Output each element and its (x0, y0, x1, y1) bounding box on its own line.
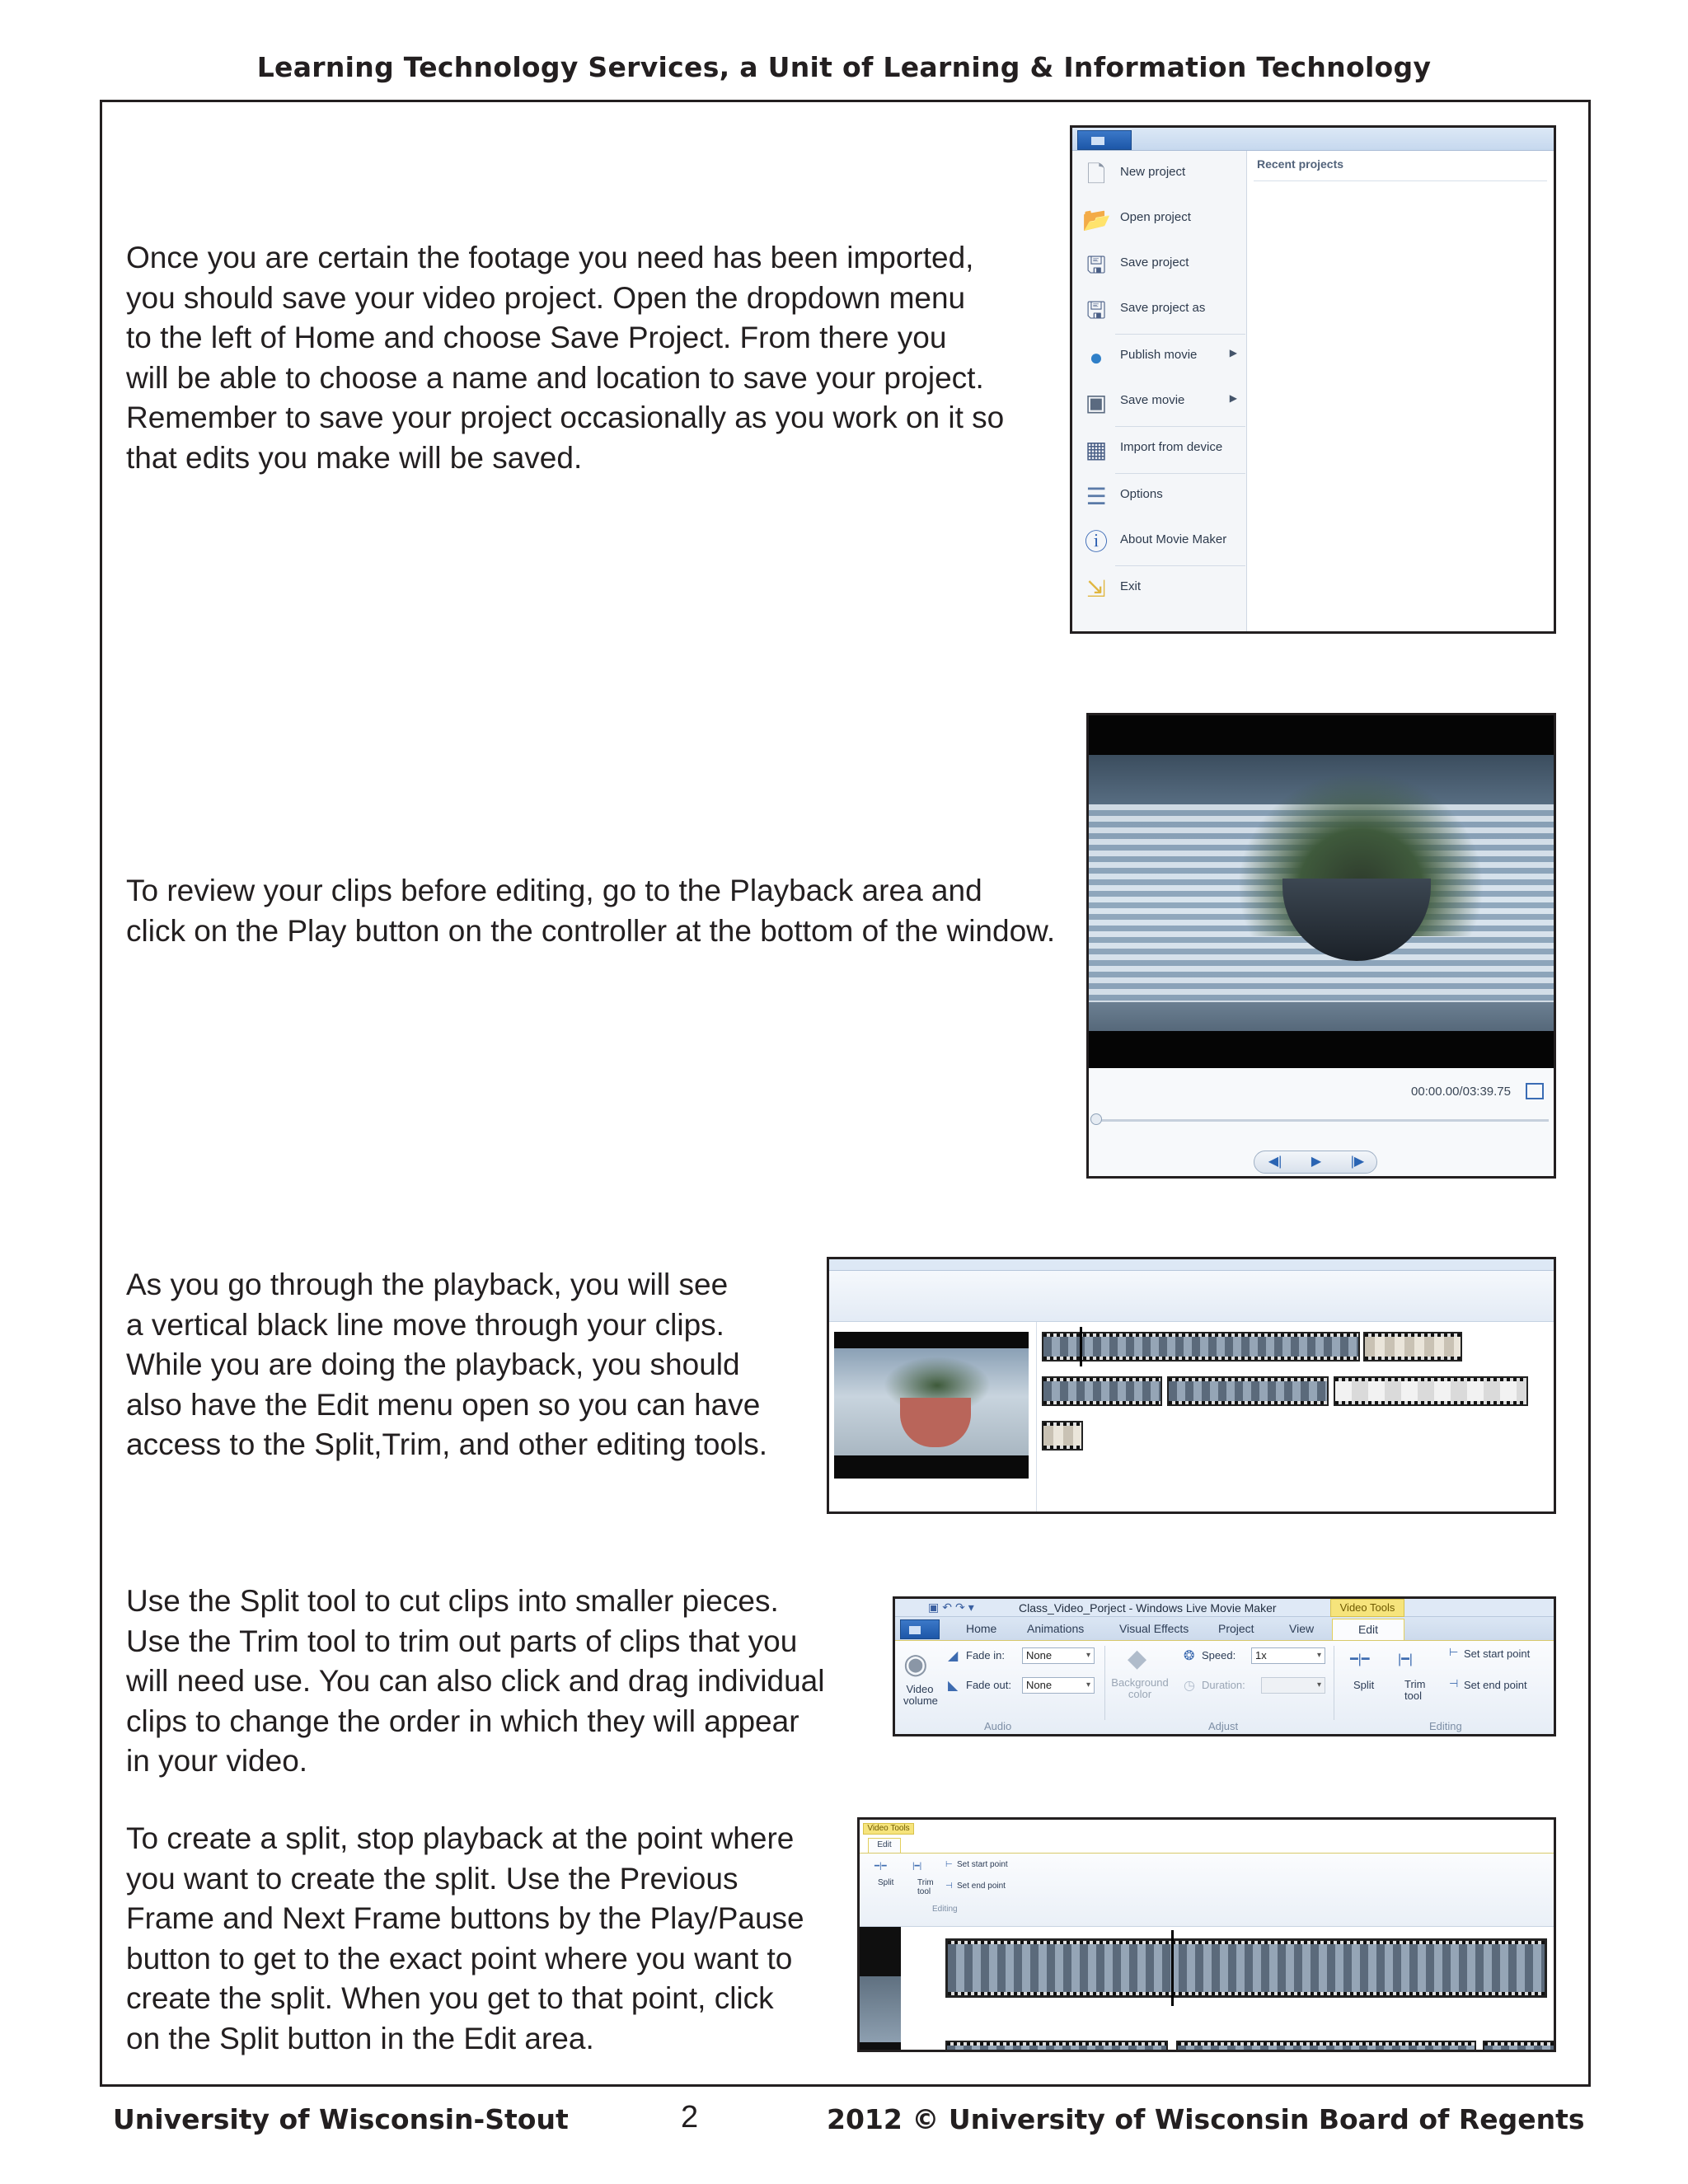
text-line: you want to create the split. Use the Previous (126, 1861, 738, 1896)
menu-item-exit[interactable]: ⇲ Exit (1072, 565, 1247, 611)
fade-out-icon: ◣ (948, 1679, 959, 1693)
page-number: 2 (681, 2100, 699, 2135)
text-line: create the split. When you get to that point, click (126, 1981, 774, 2015)
set-end-icon: ⊣ (945, 1882, 953, 1891)
text-line: in your video. (126, 1744, 308, 1778)
menu-item-import-from-device[interactable]: ▦ Import from device (1072, 426, 1247, 471)
create-split-paragraph (126, 1819, 832, 2059)
storyboard (1037, 1322, 1554, 1511)
clip[interactable] (1363, 1332, 1462, 1361)
speaker-icon[interactable]: ◉ (903, 1648, 928, 1680)
text-line: As you go through the playback, you will see (126, 1268, 729, 1301)
tab-view[interactable]: View (1289, 1622, 1315, 1635)
clip[interactable] (945, 2041, 1168, 2052)
ribbon-screenshot (893, 1596, 1556, 1736)
edit-ribbon (860, 1853, 1554, 1927)
text-line: Remember to save your project occasionally as you work on it so (126, 401, 1005, 434)
fade-in-icon: ◢ (948, 1649, 959, 1663)
video-preview (834, 1332, 1029, 1479)
clip[interactable] (1042, 1332, 1360, 1361)
text-line: To create a split, stop playback at the point where (126, 1821, 795, 1855)
text-line: will need use. You can also click and drag individual (126, 1664, 825, 1698)
seek-bar[interactable] (1094, 1119, 1549, 1122)
playback-screenshot (1086, 713, 1556, 1179)
previous-frame-icon[interactable]: ◀| (1268, 1155, 1282, 1169)
speed-select[interactable]: 1x ▾ (1251, 1647, 1325, 1664)
split-button[interactable]: Split (1353, 1679, 1375, 1691)
menu-item-publish-movie[interactable]: ● Publish movie ▶ (1072, 334, 1247, 379)
menu-item-open-project[interactable]: 📂 Open project (1082, 207, 1191, 232)
next-frame-icon[interactable]: |▶ (1350, 1155, 1365, 1169)
file-menu-list (1072, 151, 1247, 631)
split-screenshot (857, 1817, 1556, 2052)
footer-copyright: 2012 © University of Wisconsin Board of Regents (827, 2103, 1585, 2135)
split-tool-paragraph (126, 1582, 866, 1782)
split-icon: ━|━ (1350, 1652, 1370, 1666)
clip[interactable] (1167, 1376, 1329, 1406)
preview-pane (829, 1322, 1037, 1511)
folder-icon: 📂 (1082, 207, 1111, 232)
film-save-icon: ▣ (1085, 390, 1108, 415)
file-menu-screenshot (1070, 125, 1556, 634)
movie-maker-window-screenshot (827, 1257, 1556, 1514)
text-line: a vertical black line move through your clips. (126, 1307, 724, 1342)
duration-select (1261, 1677, 1325, 1694)
text-line: that edits you make will be saved. (126, 440, 583, 475)
tab-home[interactable]: Home (966, 1622, 997, 1635)
ribbon-body (895, 1640, 1554, 1734)
tab-edit[interactable]: Edit (1332, 1619, 1404, 1641)
adjust-group-label: Adjust (1208, 1720, 1239, 1732)
window-ribbon (829, 1271, 1554, 1322)
menu-bar (1072, 128, 1554, 151)
tab-animations[interactable]: Animations (1027, 1622, 1085, 1635)
speed-icon: ❂ (1184, 1649, 1195, 1663)
recent-projects-title: Recent projects (1257, 157, 1344, 171)
time-readout: 00:00.00/03:39.75 (1411, 1085, 1511, 1099)
clip[interactable] (1334, 1376, 1528, 1406)
set-start-point-button[interactable]: Set start point (957, 1860, 1008, 1869)
window-title: Class_Video_Porject - Windows Live Movie Maker (1019, 1601, 1277, 1615)
video-tools-tab: Video Tools (863, 1823, 914, 1835)
text-line: button to get to the exact point where you want to (126, 1941, 793, 1975)
window-title-bar (895, 1599, 1554, 1617)
duration-icon: ◷ (1184, 1679, 1195, 1693)
clip[interactable] (945, 1938, 1547, 1998)
text-line: also have the Edit menu open so you can have (126, 1387, 761, 1422)
video-tools-tab: Video Tools (1330, 1599, 1404, 1617)
fade-in-label: Fade in: (966, 1649, 1005, 1661)
menu-item-save-project[interactable]: 🖫 Save project (1072, 241, 1247, 287)
info-icon: ⓘ (1084, 529, 1108, 555)
set-start-icon: ⊢ (1449, 1646, 1459, 1658)
set-start-point-button[interactable]: Set start point (1464, 1647, 1531, 1660)
playback-paragraph (126, 1265, 802, 1465)
set-start-icon: ⊢ (945, 1860, 953, 1869)
fade-out-select[interactable]: None ▾ (1022, 1677, 1095, 1694)
text-line: on the Split button in the Edit area. (126, 2021, 594, 2055)
globe-icon: ● (1089, 344, 1104, 370)
tab-project[interactable]: Project (1218, 1622, 1254, 1635)
editing-group-label: Editing (1429, 1720, 1462, 1732)
playback-controller (1089, 1068, 1554, 1176)
ribbon-tabs (895, 1617, 1554, 1640)
exit-icon: ⇲ (1086, 576, 1106, 602)
text-line: Frame and Next Frame buttons by the Play/Pause (126, 1901, 804, 1935)
text-line: To review your clips before editing, go to the Playback area and (126, 874, 982, 907)
speed-label: Speed: (1202, 1649, 1236, 1661)
storyboard (860, 1927, 1554, 2050)
file-menu-button[interactable] (900, 1619, 940, 1639)
clip[interactable] (1483, 2041, 1556, 2052)
text-line: access to the Split,Trim, and other editing tools. (126, 1427, 768, 1461)
text-line: Use the Trim tool to trim out parts of clips that you (126, 1624, 798, 1658)
editing-group-label: Editing (932, 1905, 958, 1914)
menu-item-save-project-as[interactable]: 🖫 Save project as (1072, 287, 1247, 332)
text-line: will be able to choose a name and location to save your project. (126, 360, 984, 395)
quick-access-icons[interactable]: ▣↶↷▾ (928, 1601, 978, 1614)
audio-group-label: Audio (984, 1720, 1012, 1732)
text-line: Once you are certain the footage you need has been imported, (126, 241, 974, 274)
tab-edit[interactable]: Edit (868, 1838, 901, 1853)
fade-in-select[interactable]: None ▾ (1022, 1647, 1095, 1664)
text-line: clips to change the order in which they will appear (126, 1704, 799, 1738)
menu-item-options[interactable]: ☰ Options (1072, 473, 1247, 518)
paint-bucket-icon: ◆ (1128, 1645, 1147, 1672)
menu-item-new-project[interactable]: 🗋 New project (1072, 151, 1247, 196)
options-list-icon: ☰ (1085, 484, 1107, 509)
video-volume-button[interactable]: Video volume (903, 1683, 938, 1707)
split-icon: ━|━ (874, 1862, 887, 1871)
submenu-arrow-icon: ▶ (1229, 347, 1237, 359)
file-menu-button[interactable] (1077, 130, 1132, 150)
video-preview (1089, 715, 1554, 1068)
clip[interactable] (1176, 2041, 1476, 2052)
clip[interactable] (1042, 1421, 1083, 1451)
text-line: to the left of Home and choose Save Project. From there you (126, 321, 947, 354)
fade-out-label: Fade out: (966, 1679, 1011, 1691)
video-frame (1089, 755, 1554, 1031)
set-end-icon: ⊣ (1449, 1677, 1459, 1690)
page-header: Learning Technology Services, a Unit of Learning & Information Technology (256, 51, 1432, 83)
trim-tool-button[interactable]: Trim tool (917, 1878, 934, 1896)
playhead (1171, 1930, 1174, 2006)
set-end-point-button[interactable]: Set end point (1464, 1679, 1527, 1691)
footer-institution: University of Wisconsin-Stout (113, 2103, 569, 2135)
text-line: click on the Play button on the controller at the bottom of the window. (126, 913, 1056, 948)
text-line: Use the Split tool to cut clips into smaller pieces. (126, 1584, 779, 1618)
preview-pane-edge (860, 1927, 901, 2050)
split-button[interactable]: Split (878, 1878, 894, 1887)
recent-projects-pane (1247, 151, 1554, 631)
playhead (1080, 1327, 1082, 1366)
window-title-bar (829, 1259, 1554, 1271)
document-icon: 🗋 (1086, 162, 1106, 187)
trim-tool-button[interactable]: Trim tool (1404, 1678, 1426, 1702)
duration-label: Duration: (1202, 1679, 1245, 1691)
floppy-pencil-icon: 🖫 (1086, 298, 1106, 323)
divider (1254, 180, 1547, 181)
camera-icon: ▦ (1085, 437, 1108, 462)
background-color-button: Background color (1111, 1676, 1169, 1700)
trim-icon: |━| (912, 1862, 922, 1871)
menu-item-save-movie[interactable]: ▣ Save movie ▶ (1072, 379, 1247, 424)
tab-visual-effects[interactable]: Visual Effects (1119, 1622, 1189, 1635)
set-end-point-button[interactable]: Set end point (957, 1882, 1006, 1891)
clip[interactable] (1042, 1376, 1162, 1406)
submenu-arrow-icon: ▶ (1229, 392, 1237, 404)
seek-handle[interactable] (1090, 1113, 1102, 1125)
review-clips-paragraph (126, 871, 1066, 951)
text-line: you should save your video project. Open the dropdown menu (126, 280, 966, 315)
text-line: While you are doing the playback, you should (126, 1347, 740, 1381)
transport-buttons (1254, 1151, 1377, 1174)
menu-item-about-movie-maker[interactable]: ⓘ About Movie Maker (1072, 518, 1247, 564)
save-project-paragraph (126, 238, 1045, 478)
fullscreen-icon[interactable] (1526, 1083, 1544, 1099)
floppy-icon: 🖫 (1086, 252, 1106, 278)
trim-icon: |━| (1398, 1652, 1413, 1666)
play-icon[interactable]: ▶ (1311, 1155, 1322, 1169)
